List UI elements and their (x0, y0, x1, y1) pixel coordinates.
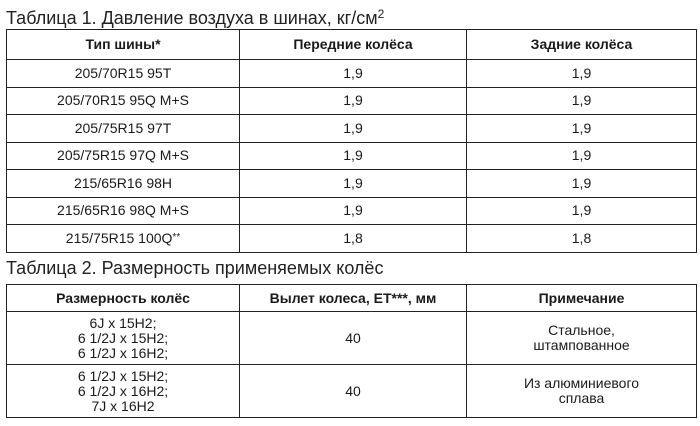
footnote-marker: ** (172, 232, 181, 244)
header-front-wheels: Передние колёса (240, 30, 467, 60)
note-line: Стальное, (548, 322, 615, 338)
rear-pressure-cell: 1,9 (467, 142, 697, 170)
front-pressure-cell: 1,8 (240, 225, 467, 253)
header-note: Примечание (467, 285, 697, 312)
tire-type-cell: 205/70R15 95Q M+S (7, 87, 240, 115)
table-row (7, 142, 697, 170)
table-header-row (7, 285, 697, 312)
rear-pressure-cell: 1,9 (467, 87, 697, 115)
rear-pressure-cell: 1,8 (467, 225, 697, 253)
table-row (7, 225, 697, 253)
front-pressure-cell: 1,9 (240, 197, 467, 225)
header-wheel-offset: Вылет колеса, ЕТ***, мм (240, 285, 467, 312)
tire-type-cell: 205/75R15 97Q M+S (7, 142, 240, 170)
header-rear-wheels: Задние колёса (467, 30, 697, 60)
wheel-size-line: 6 1/2J x 16H2; (77, 382, 169, 399)
front-pressure-cell: 1,9 (240, 87, 467, 115)
wheel-offset-cell: 40 (240, 312, 467, 365)
wheel-size-line: 6 1/2J x 15H2; (77, 367, 169, 384)
table-row (7, 115, 697, 143)
front-pressure-cell: 1,9 (240, 142, 467, 170)
note-cell (467, 365, 697, 418)
wheel-size-line: 6 1/2J x 15H2; (77, 329, 169, 346)
note-cell (467, 312, 697, 365)
tire-pressure-table (6, 29, 697, 253)
table2-caption: Таблица 2. Размерность применяемых колёс (6, 258, 384, 278)
tire-type-cell: 215/65R16 98H (7, 170, 240, 198)
wheel-size-line: 6 1/2J x 16H2; (77, 344, 169, 361)
table-row (7, 60, 697, 88)
note-line: Из алюминиевого (523, 375, 640, 391)
table-row (7, 312, 697, 365)
wheel-size-cell (7, 365, 240, 418)
header-tire-type: Тип шины* (7, 30, 240, 60)
front-pressure-cell: 1,9 (240, 60, 467, 88)
table-row (7, 197, 697, 225)
rear-pressure-cell: 1,9 (467, 197, 697, 225)
table-row (7, 170, 697, 198)
tire-type-cell: 205/75R15 97T (7, 115, 240, 143)
table1-caption-text: Таблица 1. Давление воздуха в шинах, кг/см (6, 8, 378, 28)
table1-caption-superscript: 2 (377, 7, 385, 21)
wheel-size-cell (7, 312, 240, 365)
wheel-size-table (6, 284, 697, 418)
tire-type-text: 215/75R15 100Q (65, 230, 173, 247)
tire-type-cell: 205/70R15 95T (7, 60, 240, 88)
table-row (7, 365, 697, 418)
wheel-offset-cell: 40 (240, 365, 467, 418)
rear-pressure-cell: 1,9 (467, 60, 697, 88)
rear-pressure-cell: 1,9 (467, 170, 697, 198)
note-line: штампованное (533, 337, 630, 353)
header-wheel-size: Размерность колёс (7, 285, 240, 312)
rear-pressure-cell: 1,9 (467, 115, 697, 143)
table1-caption (6, 3, 384, 29)
wheel-size-line: 7J x 16H2 (91, 397, 155, 414)
tire-type-cell (7, 225, 240, 253)
front-pressure-cell: 1,9 (240, 170, 467, 198)
front-pressure-cell: 1,9 (240, 115, 467, 143)
table-header-row (7, 30, 697, 60)
tire-type-cell: 215/65R16 98Q M+S (7, 197, 240, 225)
note-line: сплава (558, 390, 605, 406)
table-row (7, 87, 697, 115)
wheel-size-line: 6J x 15H2; (89, 314, 157, 331)
